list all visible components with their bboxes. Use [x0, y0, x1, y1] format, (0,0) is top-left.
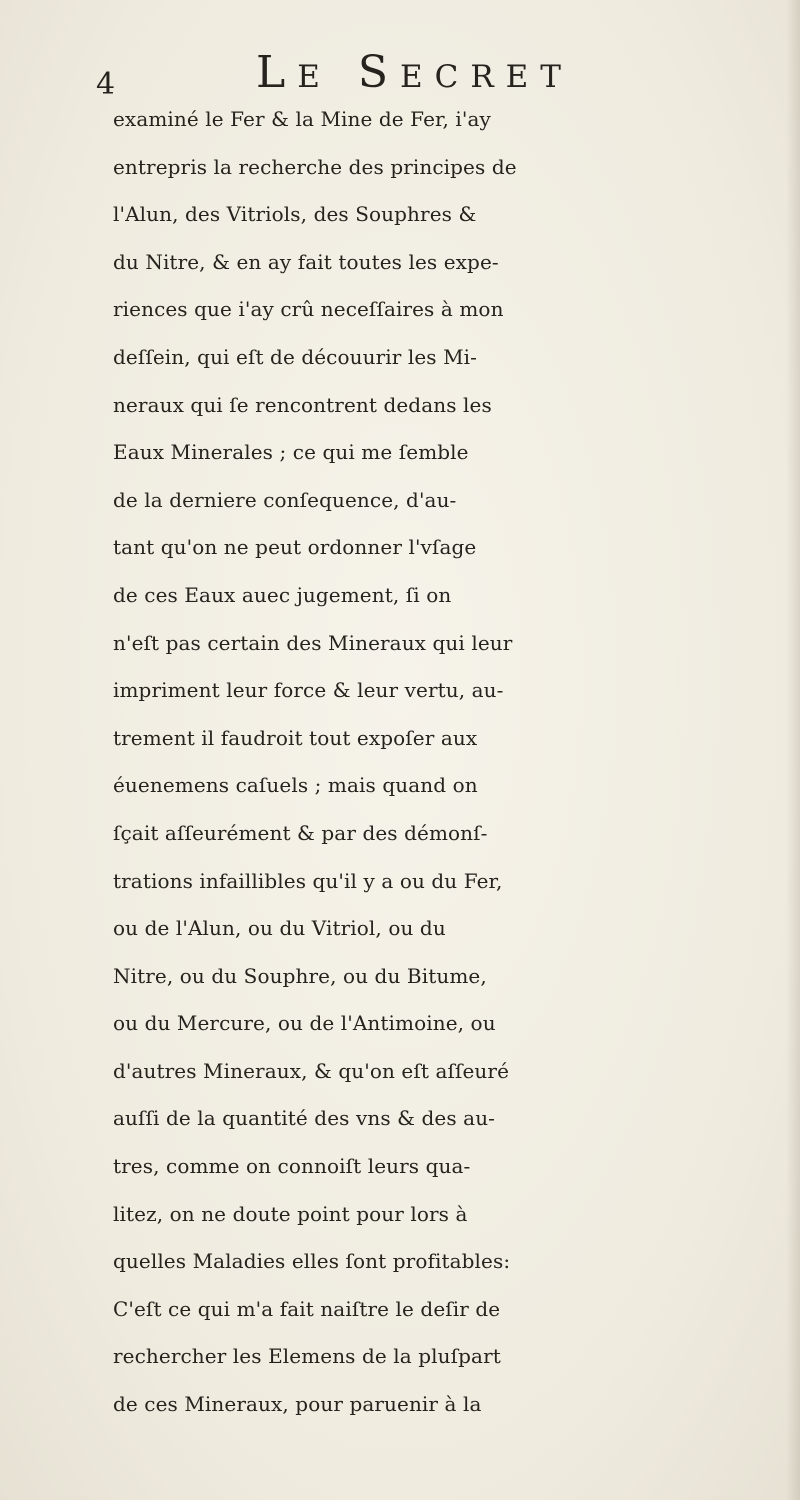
text-line: C'eſt ce qui m'a fait naiſtre le deſir de — [113, 1296, 501, 1321]
text-line: tant qu'on ne peut ordonner l'vſage — [113, 535, 477, 560]
text-line: ou de l'Alun, ou du Vitriol, ou du — [113, 916, 446, 941]
text-line: quelles Maladies elles ſont profitables: — [113, 1249, 511, 1274]
body-text — [113, 96, 793, 1429]
page-number: 4 — [96, 67, 116, 102]
text-line: examiné le Fer & la Mine de Fer, i'ay — [113, 107, 491, 131]
text-line: de ces Mineraux, pour paruenir à la — [113, 1392, 482, 1417]
text-line: éuenemens caſuels ; mais quand on — [113, 773, 478, 798]
text-line: trations infaillibles qu'il y a ou du Fer, — [113, 868, 503, 893]
text-line: Eaux Minerales ; ce qui me ſemble — [113, 440, 469, 465]
running-head: Le Secret — [256, 47, 573, 98]
text-line: n'eſt pas certain des Mineraux qui leur — [113, 630, 513, 655]
text-line: de la derniere conſequence, d'au- — [113, 487, 457, 512]
text-line: d'autres Mineraux, & qu'on eſt aſſeuré — [113, 1058, 510, 1083]
text-line: auſſi de la quantité des vns & des au- — [113, 1106, 496, 1131]
text-line: impriment leur force & leur vertu, au- — [113, 678, 504, 703]
text-line: l'Alun, des Vitriols, des Souphres & — [113, 202, 477, 227]
text-line: ſçait aſſeurément & par des démonſ- — [113, 820, 488, 845]
text-line: ou du Mercure, ou de l'Antimoine, ou — [113, 1011, 496, 1036]
text-line: de ces Eaux auec jugement, ſi on — [113, 582, 452, 607]
text-line: litez, on ne doute point pour lors à — [113, 1201, 468, 1226]
text-line: deſſein, qui eſt de découurir les Mi- — [113, 344, 478, 369]
text-line: Nitre, ou du Souphre, ou du Bitume, — [113, 963, 487, 988]
text-line: entrepris la recherche des principes de — [113, 154, 517, 179]
text-line: neraux qui ſe rencontrent dedans les — [113, 392, 492, 417]
text-line: trement il faudroit tout expoſer aux — [113, 725, 478, 750]
text-line: du Nitre, & en ay fait toutes les expe- — [113, 249, 499, 274]
text-line: riences que i'ay crû neceſſaires à mon — [113, 297, 504, 322]
text-line: tres, comme on connoiſt leurs qua- — [113, 1154, 471, 1179]
text-line: rechercher les Elemens de la pluſpart — [113, 1344, 501, 1369]
